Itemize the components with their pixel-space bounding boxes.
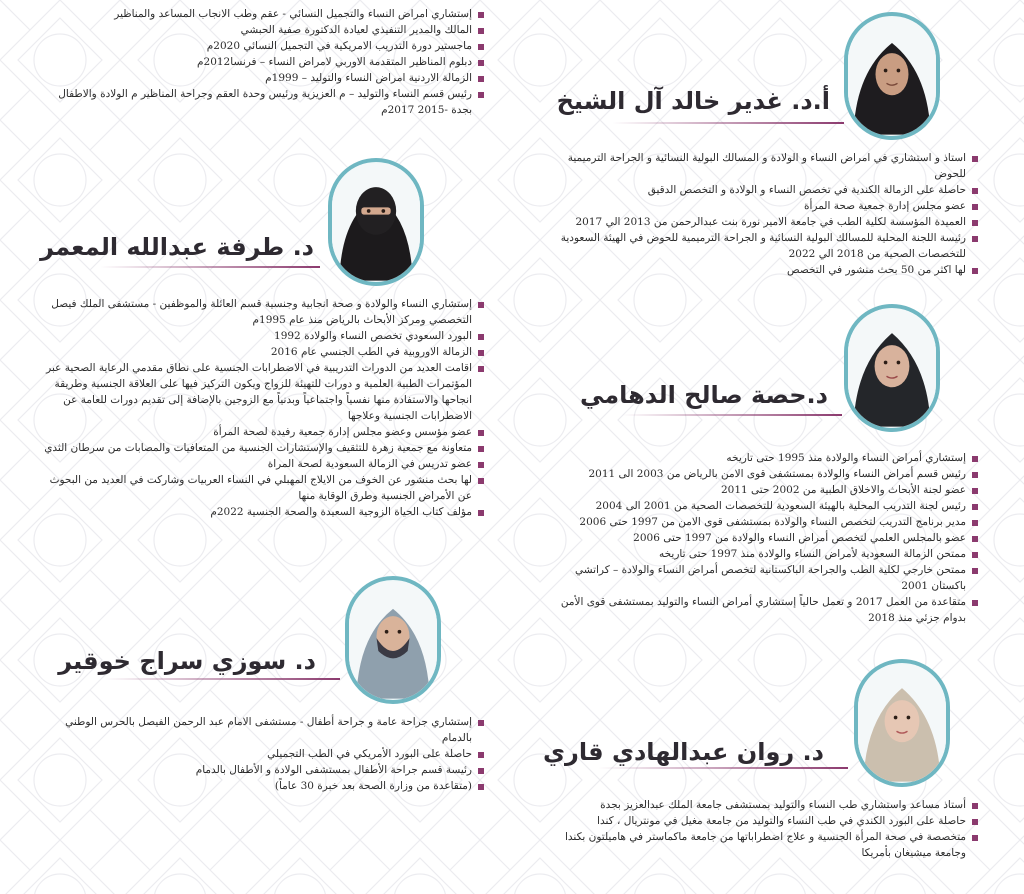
bio-item: العميدة المؤسسة لكلية الطب في جامعة الامير نورة بنت عبدالرحمن من 2013 الي 2017 xyxy=(558,214,978,230)
bio-item: اقامت العديد من الدورات التدريبية في الاضطرابات الجنسية على نطاق مقدمي الرعاية الصحية عبر المؤتمرات الطبية العلمية و دورات للتهيئة للزواج ويكون التركيز فيها على العلاقة الجنسية وطريقة انجاحها والاستفادة منها نفسياً واجتماعياً وبدنياً مع الزوجين بالإضافة إلى تقديم دورات للعامة عن الاضطرابات الجنسية وعلاجها xyxy=(44,360,484,424)
profile-bio xyxy=(558,450,978,626)
profile-bio xyxy=(44,714,484,794)
name-underline xyxy=(104,678,340,680)
bio-item: إستشاري امراض النساء والتجميل النسائي - عقم وطب الانجاب المساعد والمناظير xyxy=(44,6,484,22)
bio-item: متخصصة في صحة المرأة الجنسية و علاج اضطراباتها من جامعة ماكماستر في هاميلتون بكندا وجامعة ميشيغان بأمريكا xyxy=(558,829,978,861)
bio-item: البورد السعودي تخصص النساء والولادة 1992 xyxy=(44,328,484,344)
profile-photo xyxy=(854,659,950,787)
profile-card xyxy=(512,0,1024,300)
bio-item: الزمالة الاوروبية في الطب الجنسي عام 2016 xyxy=(44,344,484,360)
profile-bio xyxy=(558,797,978,861)
profile-card xyxy=(512,655,1024,894)
profile-photo xyxy=(328,158,424,286)
bio-item: رئيسة قسم جراحة الأطفال بمستشفى الولادة و الأطفال بالدمام xyxy=(44,762,484,778)
bio-item: إستشاري أمراض النساء والولادة منذ 1995 حتى تاريخه xyxy=(558,450,978,466)
right-column xyxy=(512,0,1024,894)
bio-item: عضو تدريس في الزمالة السعودية لصحة المراة xyxy=(44,456,484,472)
profile-name: د.حصة صالح الدهامي xyxy=(579,381,828,409)
profile-name: د. سوزي سراج خوقير xyxy=(58,647,316,675)
bio-item: ماجستير دورة التدريب الامريكية في التجميل النسائي 2020م xyxy=(44,38,484,54)
profile-name: أ.د. غدير خالد آل الشيخ xyxy=(556,87,830,115)
profile-bio xyxy=(44,6,484,118)
bio-item: حاصلة على البورد الأمريكي في الطب التجميلي xyxy=(44,746,484,762)
bio-item: عضو مجلس إدارة جمعية صحة المرأة xyxy=(558,198,978,214)
avatar-hijab-icon xyxy=(848,308,936,428)
bio-item: الزمالة الاردنية امراض النساء والتوليد – 1999م xyxy=(44,70,484,86)
bio-item: حاصلة على الزمالة الكندية في تخصص النساء و الولادة و التخصص الدقيق xyxy=(558,182,978,198)
bio-item: إستشاري جراحة عامة و جراحة أطفال - مستشفى الامام عبد الرحمن الفيصل بالحرس الوطني بالدمام xyxy=(44,714,484,746)
bio-item: رئيس قسم أمراض النساء والولادة بمستشفى قوى الامن بالرياض من 2003 الى 2011 xyxy=(558,466,978,482)
bio-item: أستاذ مساعد واستشاري طب النساء والتوليد بمستشفى جامعة الملك عبدالعزيز بجدة xyxy=(558,797,978,813)
bio-item: عضو لجنة الأبحاث والاخلاق الطبية من 2002 حتى 2011 xyxy=(558,482,978,498)
bio-item: رئيس لجنة التدريب المحلية بالهيئة السعودية للتخصصات الصحية من 2001 الى 2004 xyxy=(558,498,978,514)
profile-bio xyxy=(558,150,978,278)
bio-item: لها بحث منشور عن الخوف من الايلاج المهبلي في النساء العربيات وشاركت في العديد من البحوث عن الأمراض الجنسية وطرق الوقاية منها xyxy=(44,472,484,504)
bio-item: ممتحن الزمالة السعودية لأمراض النساء والولادة منذ 1997 حتى تاريخه xyxy=(558,546,978,562)
bio-item: حاصلة على البورد الكندي في طب النساء والتوليد من جامعة مغيل في مونتريال ، كندا xyxy=(558,813,978,829)
profile-photo xyxy=(844,12,940,140)
profile-name: د. روان عبدالهادي قاري xyxy=(543,738,824,766)
bio-item: لها اكثر من 50 بحث منشور في التخصص xyxy=(558,262,978,278)
profile-card xyxy=(0,0,512,140)
profile-photo xyxy=(345,576,441,704)
bio-item: عضو بالمجلس العلمي لتخصص أمراض النساء والولادة من 1997 حتى 2006 xyxy=(558,530,978,546)
profile-card xyxy=(512,298,1024,648)
bio-item: رئيسة اللجنة المحلية للمسالك البولية النسائية و الجراحة الترميمية للحوض في الهيئة السعودية للتخصصات الصحية من 2018 الي 2022 xyxy=(558,230,978,262)
bio-item: ممتحن خارجي لكلية الطب والجراحة الباكستانية لتخصص أمراض النساء والولادة – كراتشي باكستان 2001 xyxy=(558,562,978,594)
name-underline xyxy=(598,767,848,769)
bio-item: متعاونة مع جمعية زهرة للتثقيف والإستشارات الجنسية من المتعافيات والمصابات من سرطان الثدي xyxy=(44,440,484,456)
bio-item: إستشاري النساء والولادة و صحة انجابية وجنسية قسم العائلة والموظفين - مستشفى الملك فيصل التخصصي ومركز الأبحاث بالرياض منذ عام 1995م xyxy=(44,296,484,328)
profile-card xyxy=(0,150,512,570)
bio-item: استاذ و استشاري في امراض النساء و الولادة و المسالك البولية النسائية و الجراحة الترميمية للحوض xyxy=(558,150,978,182)
avatar-hijab-icon xyxy=(848,16,936,136)
bio-item: مدير برنامج التدريب لتخصص النساء والولادة بمستشفى قوى الامن من 1997 حتى 2006 xyxy=(558,514,978,530)
bio-item: دبلوم المناظير المتقدمة الاوربي لامراض النساء – فرنسا2012م xyxy=(44,54,484,70)
name-underline xyxy=(622,414,842,416)
name-underline xyxy=(100,266,320,268)
bio-item: رئيس قسم النساء والتوليد – م العزيزية ورئيس وحدة العقم وجراحة المناظير م الولادة والاطفال بجدة -2015 2017م xyxy=(44,86,484,118)
profile-name: د. طرفة عبدالله المعمر xyxy=(40,233,314,261)
avatar-hijab-mask-icon xyxy=(349,580,437,700)
bio-item: عضو مؤسس وعضو مجلس إدارة جمعية رفيدة لصحة المرأة xyxy=(44,424,484,440)
profile-card xyxy=(0,570,512,820)
avatar-niqab-icon xyxy=(332,162,420,282)
profile-photo xyxy=(844,304,940,432)
profile-bio xyxy=(44,296,484,520)
bio-item: متقاعدة من العمل 2017 و تعمل حالياً إستشاري أمراض النساء والتوليد بمستشفى قوى الأمن بدوام جزئي منذ 2018 xyxy=(558,594,978,626)
bio-item: (متقاعدة من وزارة الصحة بعد خبرة 30 عاماً) xyxy=(44,778,484,794)
name-underline xyxy=(612,122,844,124)
bio-item: مؤلف كتاب الحياة الزوجية السعيدة والصحة الجنسية 2022م xyxy=(44,504,484,520)
bio-item: المالك والمدير التنفيذي لعيادة الدكتورة صفية الحبشي xyxy=(44,22,484,38)
avatar-hijab-icon xyxy=(858,663,946,783)
